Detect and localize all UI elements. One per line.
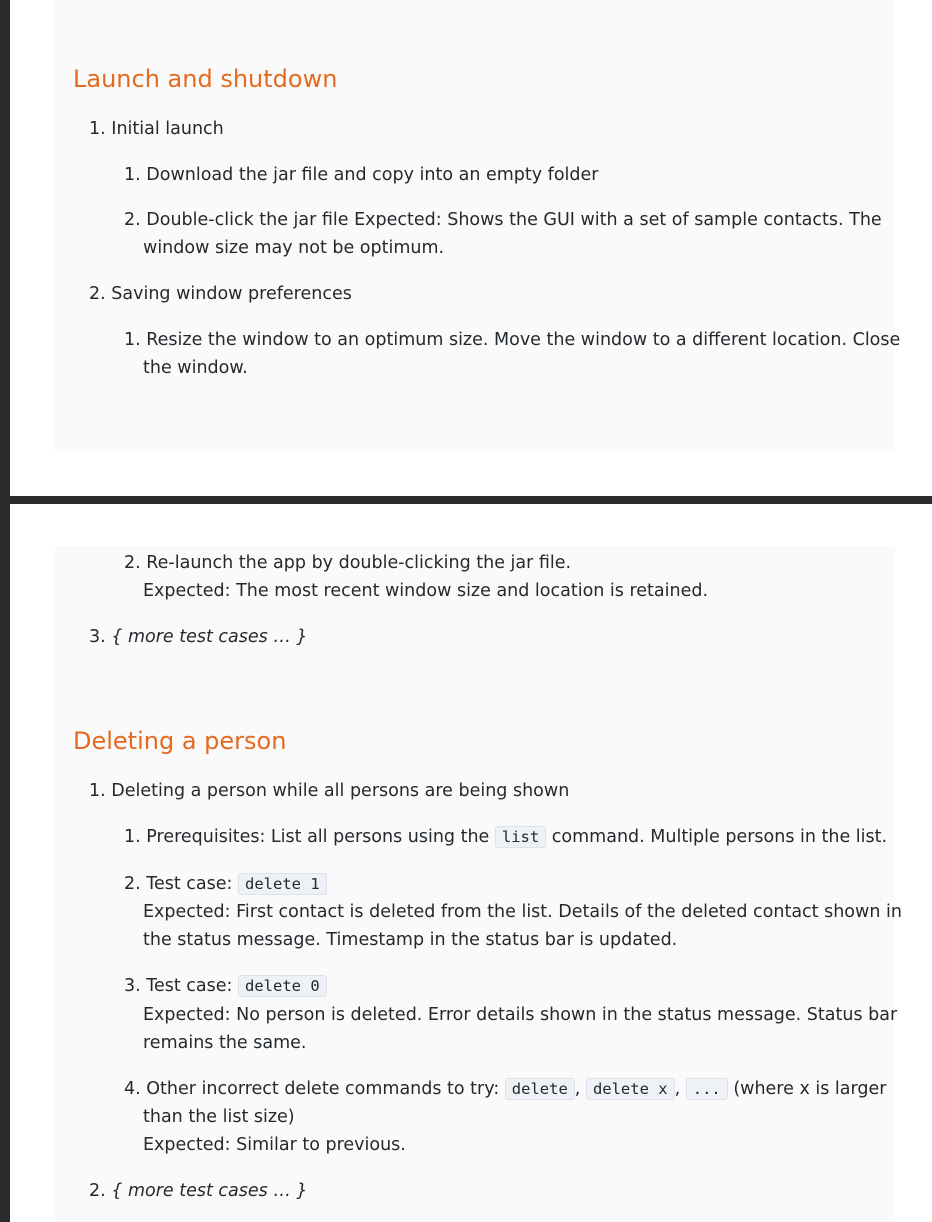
list-item-continuation: Expected: Similar to previous. <box>143 1135 406 1155</box>
list-item: 1. Prerequisites: List all persons using the list command. Multiple persons in the list. <box>124 827 888 847</box>
list-item-continuation: than the list size) <box>143 1107 295 1127</box>
list-item: 1. Resize the window to an optimum size. Move the window to a different location. Close <box>124 330 901 350</box>
heading-launch-and-shutdown: Launch and shutdown <box>73 65 338 93</box>
code-delete-1: delete 1 <box>238 873 327 895</box>
list-item: 2. Saving window preferences <box>89 284 352 304</box>
list-item-continuation: Expected: The most recent window size and location is retained. <box>143 581 709 601</box>
list-item-continuation: window size may not be optimum. <box>143 238 445 258</box>
heading-deleting-a-person: Deleting a person <box>73 727 287 755</box>
list-item: 1. Deleting a person while all persons are being shown <box>89 781 570 801</box>
list-item: 2. Re-launch the app by double-clicking the jar file. <box>124 553 572 573</box>
list-item: 4. Other incorrect delete commands to try: delete , delete x , ... (where x is larger <box>124 1079 887 1099</box>
list-item-continuation: remains the same. <box>143 1033 307 1053</box>
page-divider <box>10 496 932 504</box>
list-item: 2. Double-click the jar file Expected: Shows the GUI with a set of sample contacts. The <box>124 210 882 230</box>
list-item-continuation: the status message. Timestamp in the status bar is updated. <box>143 930 678 950</box>
code-delete-0: delete 0 <box>238 975 327 997</box>
list-item: 1. Download the jar file and copy into an empty folder <box>124 165 599 185</box>
list-item: 3. Test case: delete 0 <box>124 972 327 1000</box>
list-item-continuation: Expected: First contact is deleted from the list. Details of the deleted contact shown in <box>143 902 902 922</box>
code-delete-x: delete x <box>586 1078 675 1100</box>
list-item: 3. { more test cases … } <box>89 627 308 647</box>
list-item-continuation: Expected: No person is deleted. Error details shown in the status message. Status bar <box>143 1005 898 1025</box>
list-item-continuation: the window. <box>143 358 248 378</box>
code-ellipsis: ... <box>686 1078 728 1100</box>
list-item: 2. Test case: delete 1 <box>124 870 327 898</box>
list-item: 2. { more test cases … } <box>89 1181 308 1201</box>
code-delete: delete <box>505 1078 575 1100</box>
left-border <box>0 0 10 1222</box>
list-item: 1. Initial launch <box>89 119 224 139</box>
code-list: list <box>495 826 546 848</box>
